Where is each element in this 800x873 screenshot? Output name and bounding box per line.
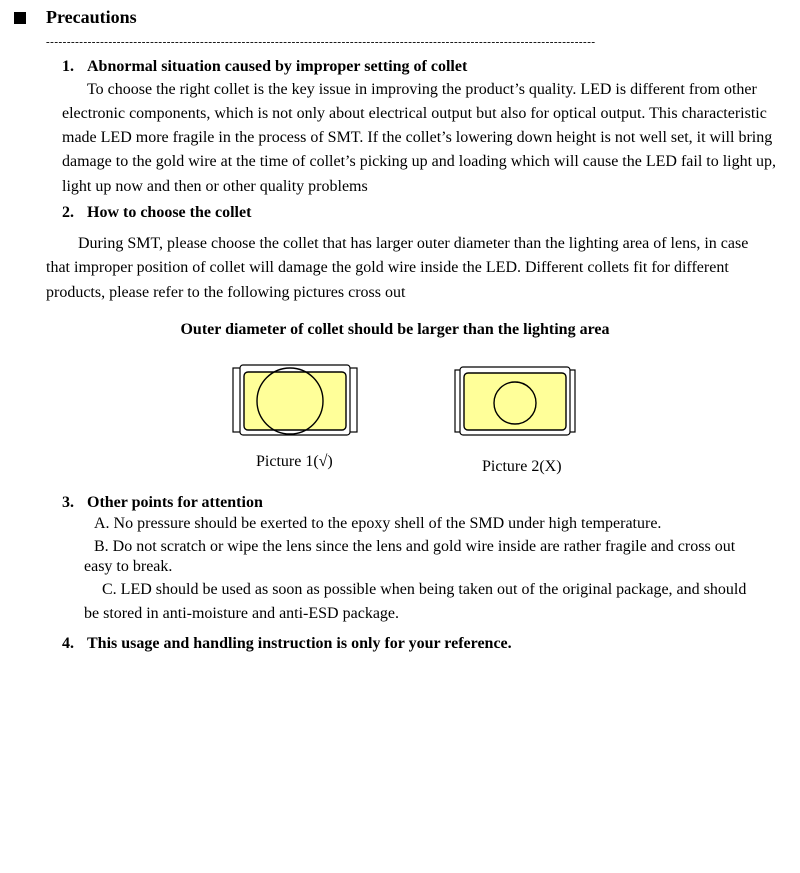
section-2-title: How to choose the collet (87, 204, 252, 221)
section-4-title: This usage and handling instruction is only for your reference. (87, 635, 512, 652)
section-2-line: that improper position of collet will damage the gold wire inside the LED. Different collets fit for different (46, 259, 729, 276)
led-picture-1 (232, 364, 358, 436)
page-title: Precautions (46, 7, 137, 27)
section-1-line: light up now and then or other quality problems (62, 178, 368, 195)
led-picture-2 (454, 366, 576, 436)
section-1-line: To choose the right collet is the key issue in improving the product’s quality. LED is different from other (87, 81, 757, 98)
heading-bullet-icon (14, 12, 26, 24)
section-3-line: A. No pressure should be exerted to the epoxy shell of the SMD under high temperature. (94, 515, 662, 532)
section-3-line: C. LED should be used as soon as possible when being taken out of the original package, and should (102, 581, 747, 598)
section-1-line: made LED more fragile in the process of SMT. If the collet’s lowering down height is not well set, it will bring (62, 129, 773, 146)
section-3-number: 3. (62, 494, 74, 511)
section-1-line: damage to the gold wire at the time of collet’s picking up and loading which will cause the LED fail to light up, (62, 153, 777, 170)
section-1-number: 1. (62, 58, 74, 75)
section-3-line: be stored in anti-moisture and anti-ESD package. (84, 605, 400, 622)
led-1-lens (244, 372, 346, 430)
section-2-line: products, please refer to the following pictures cross out (46, 284, 406, 301)
section-2-line: During SMT, please choose the collet that has larger outer diameter than the lighting area of lens, in case (78, 235, 749, 252)
section-3-line: easy to break. (84, 558, 173, 575)
section-2-number: 2. (62, 204, 74, 221)
section-1-title: Abnormal situation caused by improper setting of collet (87, 58, 468, 75)
section-3-title: Other points for attention (87, 494, 263, 511)
divider-line: ------------------------------------------------------------------------------------------------------------------------------------ (46, 36, 596, 48)
figure-caption: Outer diameter of collet should be larger than the lighting area (180, 321, 610, 338)
section-1-line: electronic components, which is not only about electrical output but also for optical output. This characteristic (62, 105, 767, 122)
picture-1-label: Picture 1(√) (256, 453, 333, 470)
section-4-number: 4. (62, 635, 74, 652)
picture-2-label: Picture 2(X) (482, 458, 562, 475)
section-3-line: B. Do not scratch or wipe the lens since the lens and gold wire inside are rather fragile and cross out (94, 538, 736, 555)
